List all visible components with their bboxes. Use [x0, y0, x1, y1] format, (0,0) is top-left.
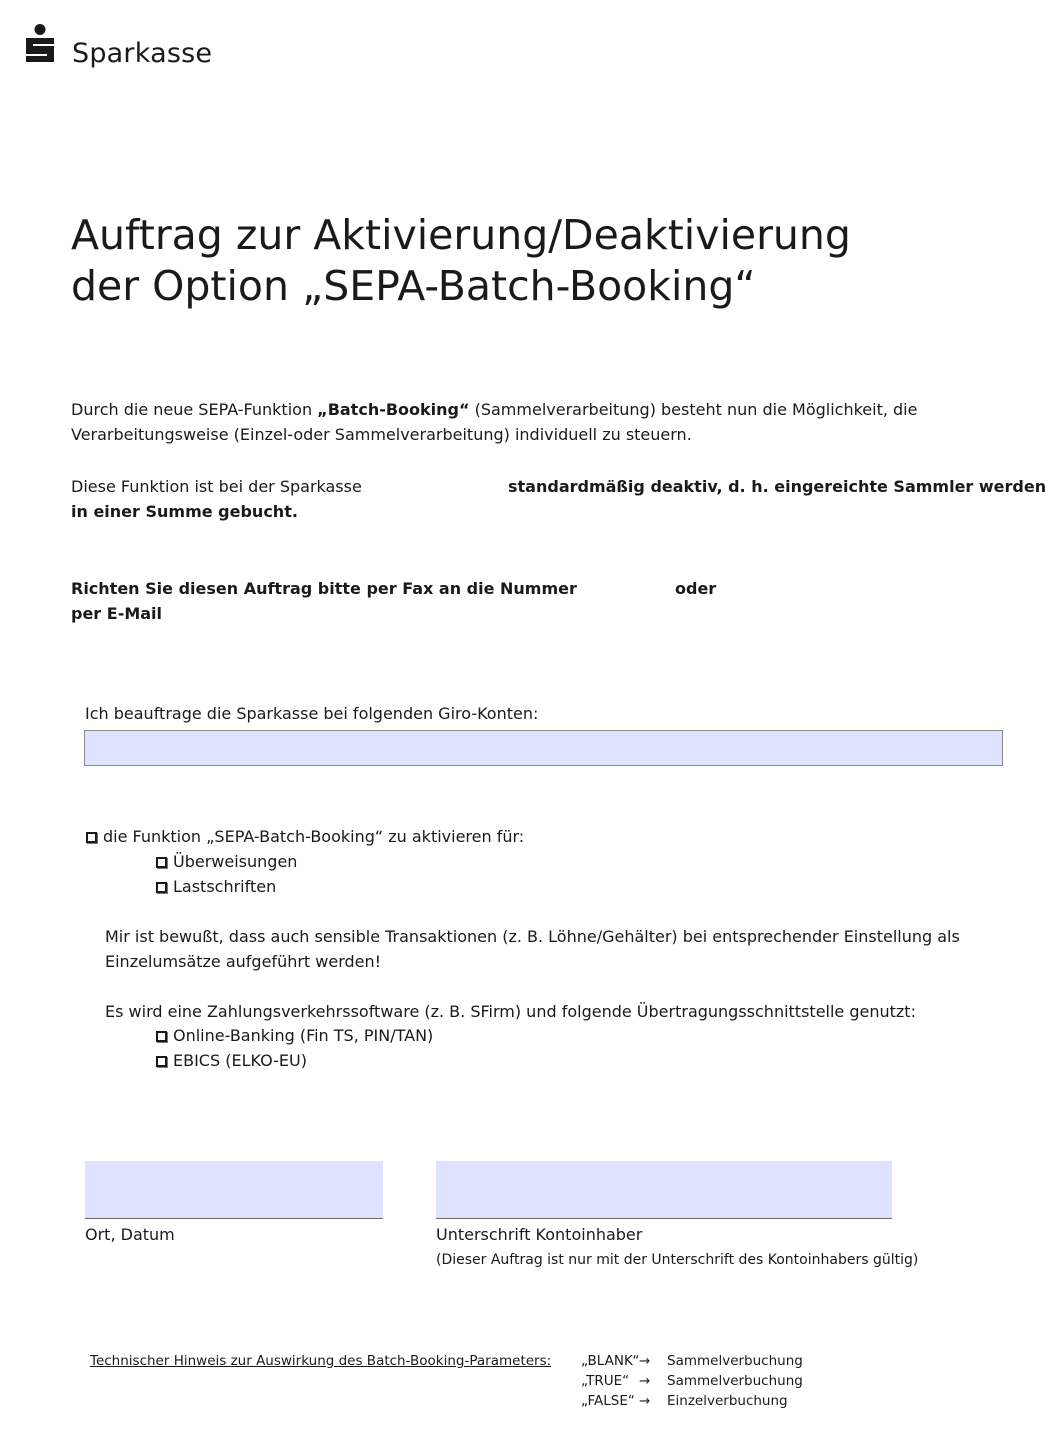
activate-checkbox[interactable] [86, 832, 97, 843]
ueberweisungen-label: Überweisungen [173, 852, 298, 871]
technical-row-true: „TRUE“ → Sammelverbuchung [581, 1373, 803, 1389]
software-label: Es wird eine Zahlungsverkehrssoftware (z. B. SFirm) und folgende Übertragungsschnittstelle genutzt: [105, 1002, 916, 1021]
option-row-lastschriften [156, 874, 276, 899]
option-row-ebics [156, 1048, 307, 1073]
title-line-1: Auftrag zur Aktivierung/Deaktivierung [71, 211, 851, 259]
contact-line-1b: oder [675, 579, 717, 598]
default-info-line-1a: Diese Funktion ist bei der Sparkasse [71, 477, 362, 496]
intro-paragraph [71, 397, 917, 447]
technical-row-false: „FALSE“ → Einzelverbuchung [581, 1393, 788, 1409]
signature-input[interactable] [436, 1161, 892, 1219]
brand-name: Sparkasse [72, 38, 213, 69]
activate-label: die Funktion „SEPA-Batch-Booking“ zu aktivieren für: [103, 827, 525, 846]
awareness-line-1: Mir ist bewußt, dass auch sensible Transaktionen (z. B. Löhne/Gehälter) bei entsprechender Einstellung als [105, 927, 960, 946]
online-banking-label: Online-Banking (Fin TS, PIN/TAN) [173, 1026, 434, 1045]
online-banking-checkbox[interactable] [156, 1031, 167, 1042]
ebics-checkbox[interactable] [156, 1056, 167, 1067]
ebics-label: EBICS (ELKO-EU) [173, 1051, 307, 1070]
option-row-ueberweisungen [156, 849, 297, 874]
accounts-input[interactable] [84, 730, 1003, 766]
contact-line-1a: Richten Sie diesen Auftrag bitte per Fax an die Nummer [71, 579, 577, 598]
awareness-line-2: Einzelumsätze aufgeführt werden! [105, 952, 382, 971]
place-date-input[interactable] [85, 1161, 383, 1219]
activate-row [86, 824, 524, 849]
technical-table [581, 1351, 803, 1411]
accounts-label: Ich beauftrage die Sparkasse bei folgenden Giro-Konten: [85, 704, 539, 723]
default-info-line-1b: standardmäßig deaktiv, d. h. eingereichte Sammler werden [508, 477, 1047, 496]
place-date-label: Ort, Datum [85, 1225, 175, 1244]
ueberweisungen-checkbox[interactable] [156, 857, 167, 868]
default-info-line-2: in einer Summe gebucht. [71, 502, 298, 521]
signature-note: (Dieser Auftrag ist nur mit der Unterschrift des Kontoinhabers gültig) [436, 1252, 919, 1268]
intro-line-2: Verarbeitungsweise (Einzel-oder Sammelverarbeitung) individuell zu steuern. [71, 425, 692, 444]
option-row-online-banking [156, 1023, 433, 1048]
page-title [71, 210, 851, 312]
signature-label: Unterschrift Kontoinhaber [436, 1225, 643, 1244]
technical-heading: Technischer Hinweis zur Auswirkung des Batch-Booking-Parameters: [90, 1353, 552, 1369]
lastschriften-label: Lastschriften [173, 877, 277, 896]
intro-line-1: Durch die neue SEPA-Funktion „Batch-Booking“ (Sammelverarbeitung) besteht nun die Möglichkeit, die [71, 400, 918, 419]
contact-line-2: per E-Mail [71, 604, 163, 623]
lastschriften-checkbox[interactable] [156, 882, 167, 893]
sparkasse-s-icon [22, 24, 58, 68]
title-line-2: der Option „SEPA-Batch-Booking“ [71, 262, 756, 310]
technical-row-blank: „BLANK“→ Sammelverbuchung [581, 1353, 803, 1369]
